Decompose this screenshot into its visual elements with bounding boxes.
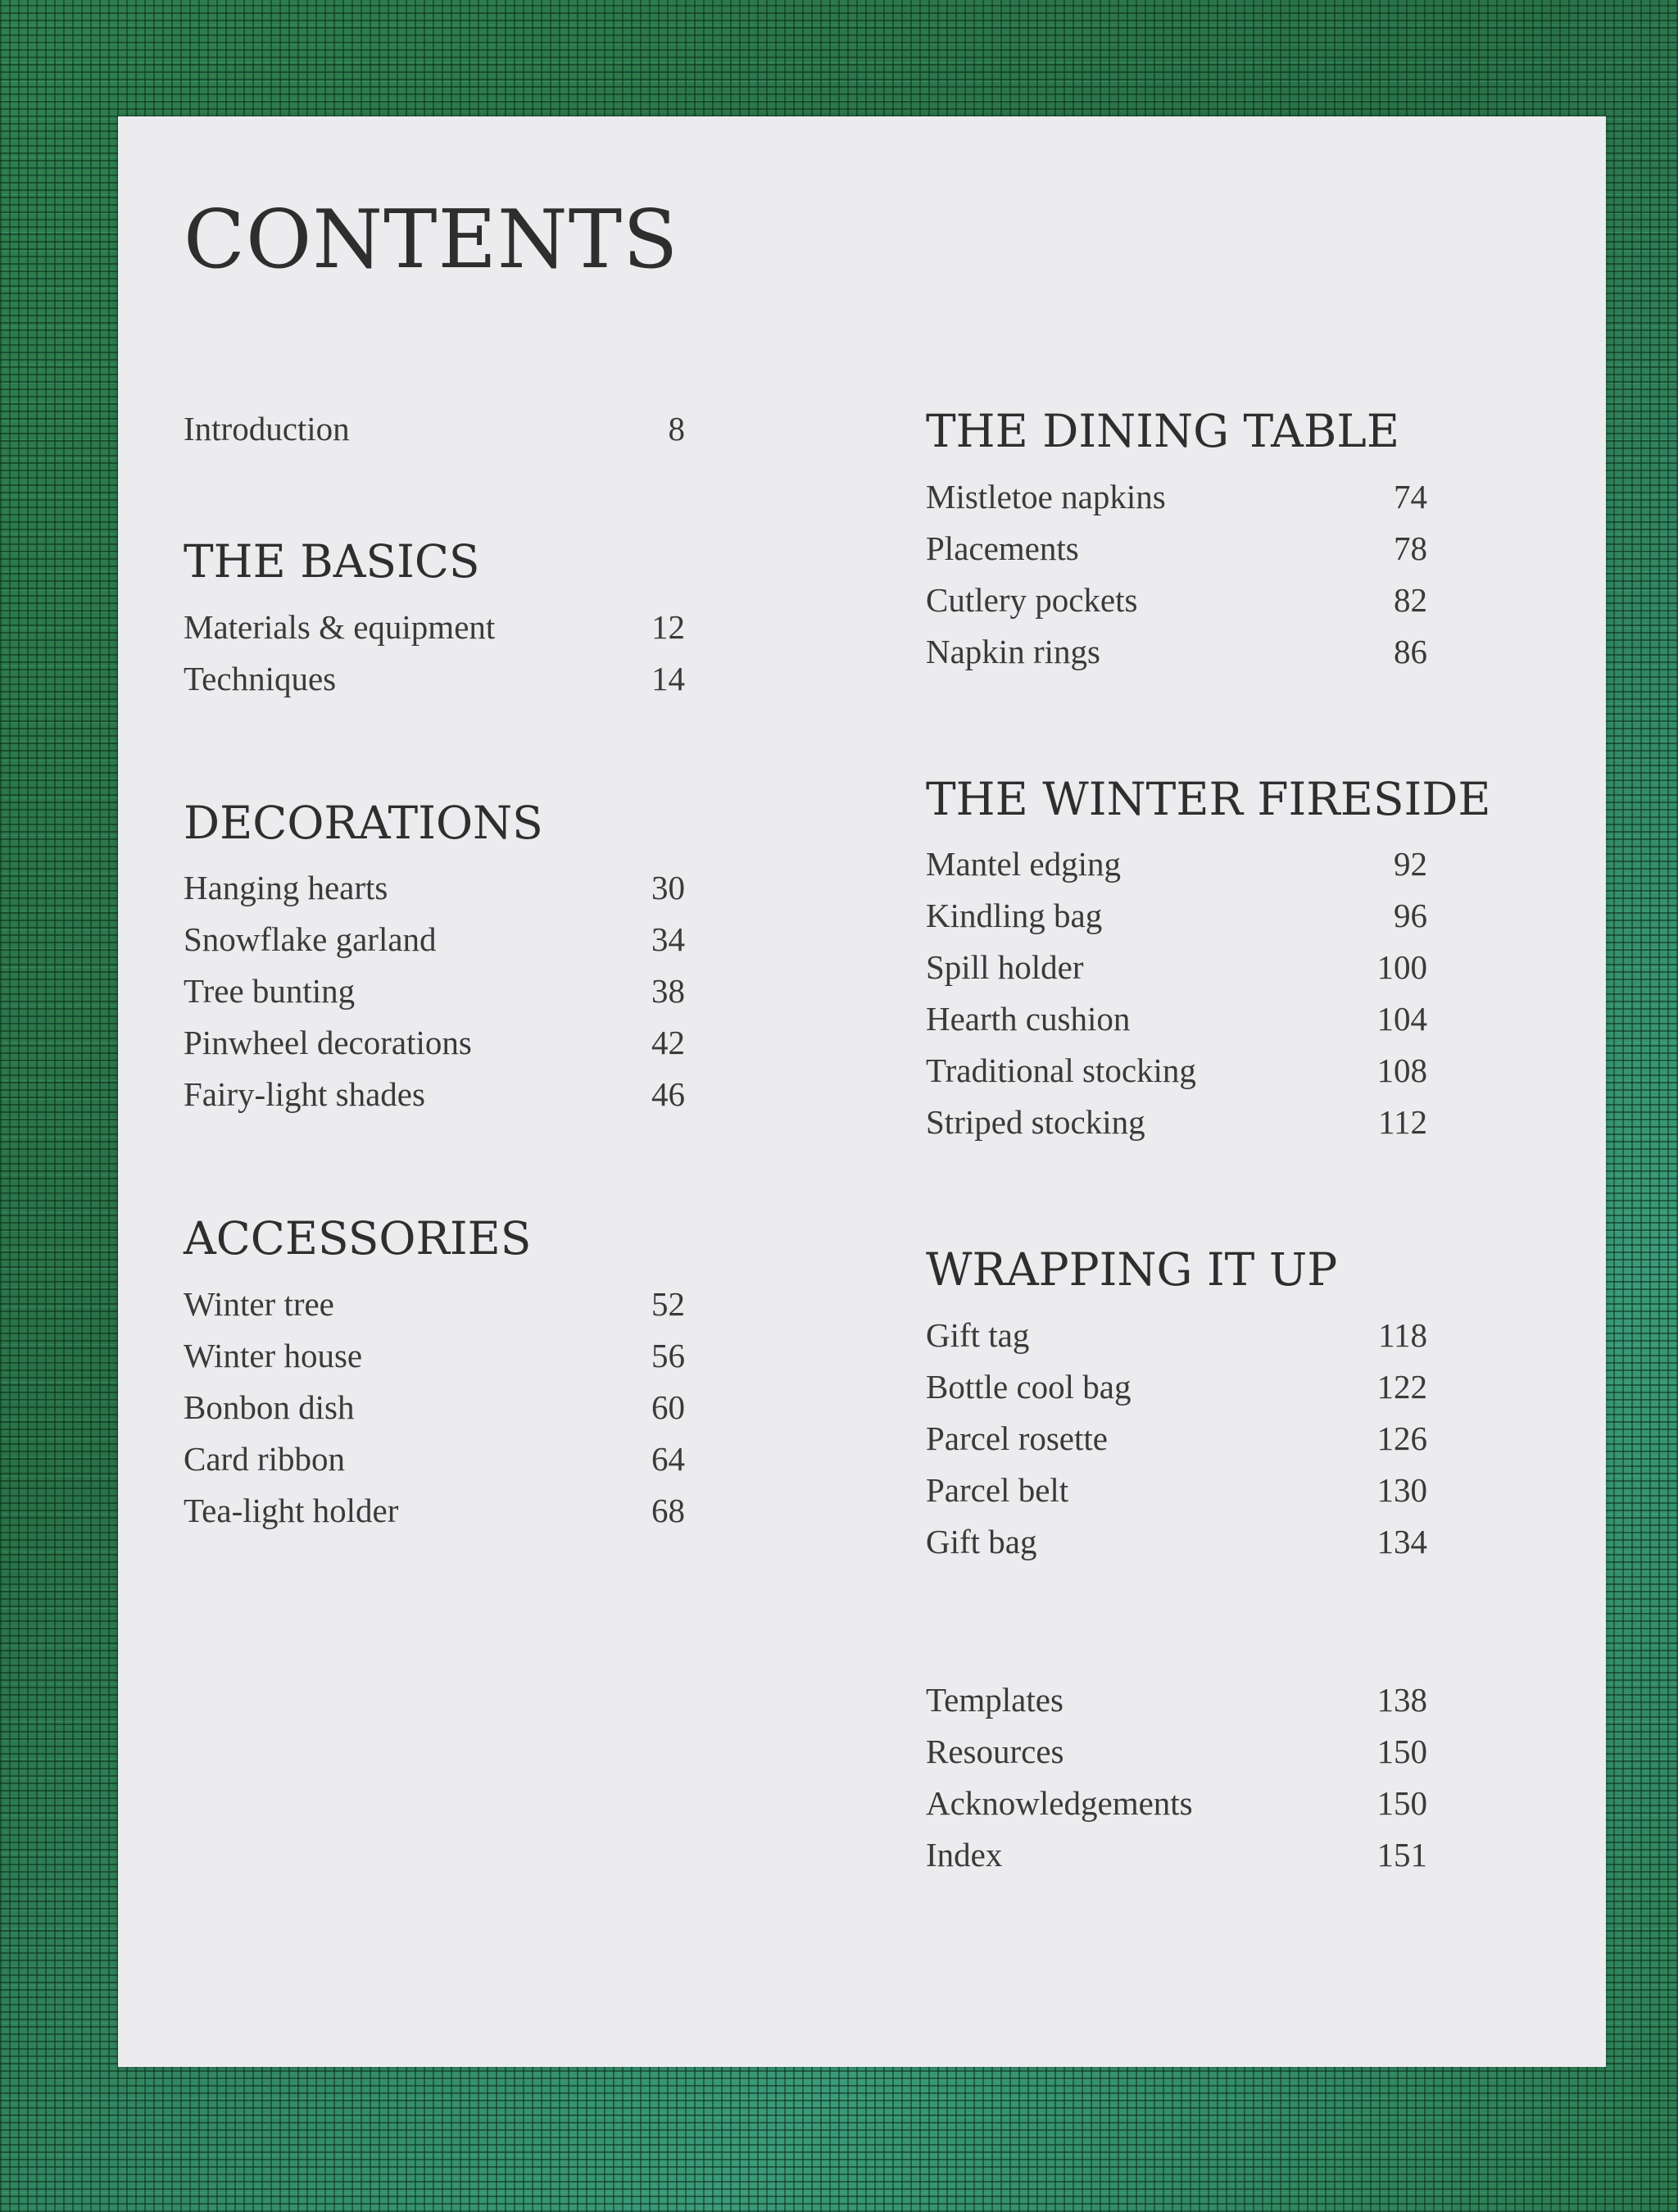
toc-entry-index: [926, 1829, 1427, 1881]
toc-entry-page: 134: [1376, 1522, 1427, 1560]
toc-entry: [184, 862, 685, 914]
toc-entry-title: Snowflake garland: [184, 920, 437, 958]
toc-entry-title: Winter tree: [184, 1284, 334, 1323]
toc-entry-page: 56: [651, 1336, 685, 1374]
section-end-matter: [926, 1674, 1467, 1881]
toc-entry: [184, 1330, 685, 1382]
toc-entry-page: 108: [1376, 1051, 1427, 1089]
toc-entry-introduction: [184, 403, 685, 455]
toc-entry: [184, 602, 685, 653]
toc-entry-page: 46: [651, 1075, 685, 1113]
toc-entry-page: 52: [651, 1284, 685, 1323]
toc-entry-page: 8: [668, 410, 685, 447]
toc-entry-page: 14: [651, 659, 685, 697]
toc-entry: [184, 1382, 685, 1433]
toc-entry: [926, 1361, 1427, 1413]
toc-entry-title: Introduction: [184, 410, 350, 447]
toc-entry-acknowledgements: [926, 1778, 1427, 1829]
toc-entry-title: Traditional stocking: [926, 1051, 1196, 1089]
toc-entry-page: 86: [1394, 632, 1427, 670]
section-heading: WRAPPING IT UP: [926, 1243, 1338, 1296]
toc-entry-title: Resources: [926, 1732, 1064, 1770]
toc-entry-title: Gift bag: [926, 1522, 1037, 1560]
toc-entry-page: 64: [651, 1439, 685, 1478]
toc-entry-title: Techniques: [184, 659, 337, 697]
toc-entry: [184, 1485, 685, 1537]
toc-entry-title: Kindling bag: [926, 897, 1103, 934]
section-heading: DECORATIONS: [184, 796, 543, 849]
toc-entry: [184, 1433, 685, 1485]
toc-entry-page: 30: [651, 869, 685, 906]
toc-entry-page: 130: [1376, 1470, 1427, 1509]
toc-entry: [184, 1069, 685, 1120]
toc-entry: [926, 523, 1427, 575]
toc-entry-page: 126: [1376, 1419, 1427, 1457]
section-heading: THE BASICS: [184, 535, 480, 588]
toc-entry-title: Templates: [926, 1680, 1063, 1719]
toc-entry-page: 112: [1378, 1103, 1427, 1141]
toc-entry: [926, 1413, 1427, 1465]
toc-entry: [926, 890, 1427, 942]
toc-entry: [926, 1516, 1427, 1568]
toc-entry: [926, 838, 1427, 890]
toc-entry-page: 96: [1394, 897, 1427, 934]
toc-entry: [926, 1310, 1427, 1361]
toc-entry-page: 100: [1376, 948, 1427, 986]
toc-entry-title: Tea-light holder: [184, 1491, 399, 1529]
toc-entry-title: Cutlery pockets: [926, 580, 1138, 619]
toc-entry-title: Parcel belt: [926, 1470, 1069, 1509]
toc-entry-page: 151: [1376, 1835, 1427, 1874]
section-heading: THE DINING TABLE: [926, 405, 1399, 457]
toc-entry-title: Hanging hearts: [184, 869, 388, 906]
toc-entry-page: 150: [1376, 1732, 1427, 1770]
toc-entry: [184, 653, 685, 705]
section-the-dining-table: [926, 407, 1467, 678]
toc-entry-page: 82: [1394, 580, 1427, 619]
toc-entry-title: Index: [926, 1835, 1003, 1874]
toc-entry: [926, 1097, 1427, 1148]
toc-entry: [926, 626, 1427, 678]
toc-entry-resources: [926, 1726, 1427, 1778]
toc-entry-page: 138: [1376, 1680, 1427, 1719]
toc-entry: [926, 575, 1427, 626]
toc-entry-title: Hearth cushion: [926, 1000, 1131, 1038]
toc-entry-page: 74: [1394, 477, 1427, 516]
toc-entry-page: 60: [651, 1388, 685, 1426]
toc-entry: [184, 965, 685, 1017]
toc-entry-page: 118: [1378, 1315, 1427, 1354]
toc-entry-title: Materials & equipment: [184, 607, 496, 646]
toc-entry: [926, 993, 1427, 1045]
toc-entry: [926, 471, 1427, 523]
toc-entry-page: 42: [651, 1024, 685, 1061]
toc-entry-title: Mantel edging: [926, 845, 1121, 883]
toc-entry-title: Fairy-light shades: [184, 1075, 425, 1113]
toc-entry: [926, 942, 1427, 993]
section-decorations: [184, 798, 692, 1121]
contents-page: [118, 116, 1606, 2067]
toc-entry-page: 78: [1394, 529, 1427, 567]
toc-entry-page: 68: [651, 1491, 685, 1529]
toc-entry-title: Placements: [926, 529, 1079, 567]
toc-entry: [926, 1465, 1427, 1516]
toc-entry-title: Parcel rosette: [926, 1419, 1108, 1457]
toc-entry-title: Acknowledgements: [926, 1783, 1193, 1822]
toc-entry-title: Gift tag: [926, 1315, 1030, 1354]
section-heading: ACCESSORIES: [184, 1212, 532, 1265]
toc-entry: [184, 1017, 685, 1069]
toc-entry-title: Tree bunting: [184, 972, 356, 1010]
toc-entry-title: Napkin rings: [926, 632, 1100, 670]
page-title: CONTENTS: [184, 193, 679, 287]
toc-entry-page: 38: [651, 972, 685, 1010]
left-column: [184, 403, 692, 1537]
toc-entry-page: 122: [1376, 1367, 1427, 1406]
toc-entry-title: Mistletoe napkins: [926, 477, 1166, 516]
toc-entry-page: 104: [1376, 1000, 1427, 1038]
toc-entry-title: Card ribbon: [184, 1439, 345, 1478]
toc-entry-title: Winter house: [184, 1336, 363, 1374]
section-accessories: [184, 1214, 692, 1537]
toc-entry: [184, 914, 685, 965]
section-wrapping-it-up: [926, 1245, 1467, 1568]
right-column: [926, 405, 1491, 1881]
section-the-basics: [184, 537, 692, 705]
toc-entry: [926, 1045, 1427, 1097]
toc-entry-title: Striped stocking: [926, 1103, 1145, 1141]
toc-entry-page: 92: [1394, 845, 1427, 883]
toc-entry-page: 12: [651, 607, 685, 646]
toc-entry-title: Bottle cool bag: [926, 1367, 1132, 1406]
toc-entry-templates: [926, 1674, 1427, 1726]
section-the-winter-fireside: [926, 772, 1491, 1149]
section-heading: THE WINTER FIRESIDE: [926, 772, 1491, 825]
toc-entry-title: Spill holder: [926, 948, 1084, 986]
toc-entry-title: Pinwheel decorations: [184, 1024, 472, 1061]
toc-entry-title: Bonbon dish: [184, 1388, 355, 1426]
toc-entry: [184, 1279, 685, 1330]
toc-entry-page: 150: [1376, 1783, 1427, 1822]
toc-entry-page: 34: [651, 920, 685, 958]
